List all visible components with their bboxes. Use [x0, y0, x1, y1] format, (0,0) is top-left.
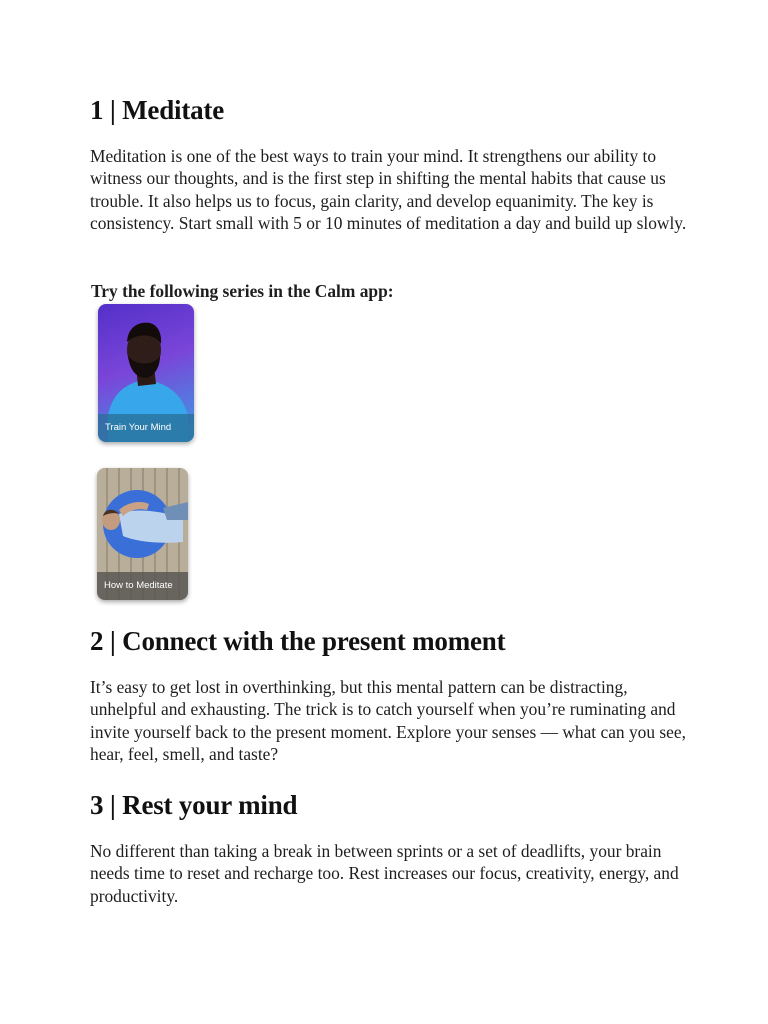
section-2-heading: 2 | Connect with the present moment	[90, 626, 506, 656]
section-1-paragraph: Meditation is one of the best ways to train your mind. It strengthens our ability to witness our thoughts, and is the first step in shifting the mental habits that cause us trouble. It also helps us to focus, gain clarity, and develop equanimity. The key is consistency. Start small with 5 or 10 minutes of meditation a day and build up slowly.	[90, 146, 687, 234]
section-2-paragraph: It’s easy to get lost in overthinking, but this mental pattern can be distracting, unhelpful and exhausting. The trick is to catch yourself when you’re ruminating and invite yourself back to the present moment. Explore your senses — what can you see, hear, feel, smell, and taste?	[90, 677, 686, 765]
section-1-heading: 1 | Meditate	[90, 95, 224, 125]
section-3-heading: 3 | Rest your mind	[90, 790, 298, 820]
series-card-how-to-meditate[interactable]	[97, 468, 188, 600]
section-3-paragraph: No different than taking a break in between sprints or a set of deadlifts, your brain needs time to reset and recharge too. Rest increases our focus, creativity, energy, and productivity.	[90, 841, 679, 906]
try-series-line: Try the following series in the Calm app:	[91, 281, 394, 301]
series-card-label: Train Your Mind	[98, 414, 194, 442]
series-card-label: How to Meditate	[97, 572, 188, 600]
series-card-train-your-mind[interactable]	[98, 304, 194, 442]
